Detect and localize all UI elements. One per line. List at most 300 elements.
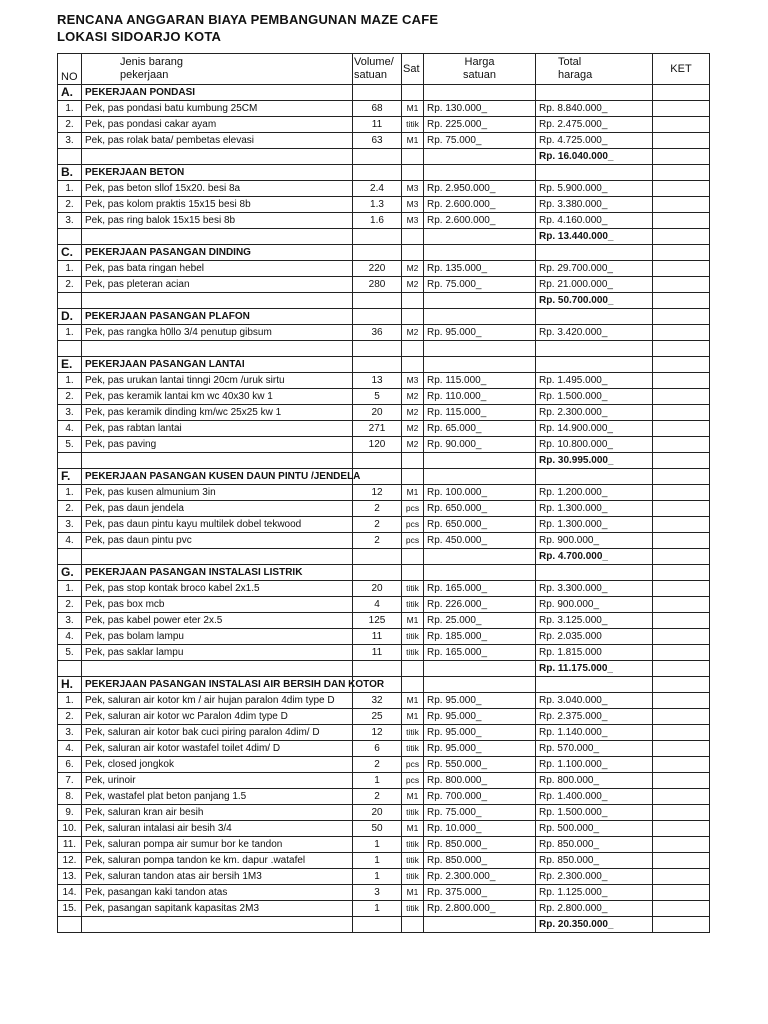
item-ket [653,533,710,549]
item-unit-price: Rp. 650.000_ [424,517,536,533]
item-unit-price: Rp. 225.000_ [424,117,536,133]
empty-cell [536,677,653,693]
item-number: 13. [58,869,82,885]
empty-cell [353,229,402,245]
item-description: Pek, saluran air kotor km / air hujan paralon 4dim type D [82,693,353,709]
item-total: Rp. 21.000.000_ [536,277,653,293]
table-row [58,757,710,773]
empty-cell [353,309,402,325]
table-row [58,805,710,821]
item-ket [653,485,710,501]
item-unit: M3 [402,213,424,229]
item-ket [653,101,710,117]
empty-cell [424,549,536,565]
item-ket [653,277,710,293]
item-unit-price: Rp. 2.600.000_ [424,213,536,229]
item-unit: M1 [402,885,424,901]
table-row [58,533,710,549]
subtotal-row [58,549,710,565]
item-description: Pek, pas beton sllof 15x20. besi 8a [82,181,353,197]
item-unit: M2 [402,389,424,405]
item-ket [653,837,710,853]
item-description: Pek, wastafel plat beton panjang 1.5 [82,789,353,805]
empty-cell [402,165,424,181]
header-no-label: NO [61,71,78,83]
item-unit-price: Rp. 550.000_ [424,757,536,773]
empty-cell [82,229,353,245]
empty-cell [653,85,710,101]
item-ket [653,789,710,805]
empty-cell [82,661,353,677]
section-subtotal: Rp. 4.700.000_ [536,549,653,565]
subtotal-row [58,453,710,469]
empty-cell [58,149,82,165]
item-total: Rp. 3.420.000_ [536,325,653,341]
item-unit-price: Rp. 165.000_ [424,645,536,661]
empty-cell [536,245,653,261]
header-volume-line1: Volume/ [354,56,394,68]
section-letter: D. [58,309,82,325]
item-description: Pek, pas keramik lantai km wc 40x30 kw 1 [82,389,353,405]
item-total: Rp. 1.140.000_ [536,725,653,741]
item-ket [653,693,710,709]
item-unit: titik [402,117,424,133]
item-total: Rp. 850.000_ [536,837,653,853]
item-unit-price: Rp. 75.000_ [424,133,536,149]
item-volume: 2 [353,789,402,805]
item-total: Rp. 1.125.000_ [536,885,653,901]
table-row [58,853,710,869]
item-unit: M1 [402,709,424,725]
item-total: Rp. 1.495.000_ [536,373,653,389]
item-description: Pek, pas kusen almunium 3in [82,485,353,501]
section-header-row [58,469,710,485]
item-number: 3. [58,613,82,629]
empty-cell [58,453,82,469]
subtotal-row [58,917,710,933]
empty-cell [424,917,536,933]
item-volume: 125 [353,613,402,629]
section-subtotal: Rp. 30.995.000_ [536,453,653,469]
item-volume: 11 [353,117,402,133]
item-number: 1. [58,261,82,277]
item-number: 3. [58,213,82,229]
item-unit-price: Rp. 2.300.000_ [424,869,536,885]
item-unit-price: Rp. 115.000_ [424,405,536,421]
table-row [58,517,710,533]
item-ket [653,821,710,837]
item-number: 12. [58,853,82,869]
section-letter: G. [58,565,82,581]
item-ket [653,181,710,197]
item-unit: titik [402,805,424,821]
empty-cell [653,341,710,357]
section-letter: C. [58,245,82,261]
section-header-row [58,85,710,101]
item-total: Rp. 29.700.000_ [536,261,653,277]
empty-cell [424,469,536,485]
item-ket [653,517,710,533]
item-unit: titik [402,645,424,661]
item-volume: 25 [353,709,402,725]
item-number: 4. [58,629,82,645]
item-total: Rp. 2.035.000 [536,629,653,645]
section-subtotal [536,341,653,357]
item-unit: titik [402,741,424,757]
item-volume: 3 [353,885,402,901]
item-number: 6. [58,757,82,773]
item-description: Pek, pas urukan lantai tinngi 20cm /uruk sirtu [82,373,353,389]
item-description: Pek, pas pondasi batu kumbung 25CM [82,101,353,117]
item-unit-price: Rp. 95.000_ [424,725,536,741]
item-total: Rp. 1.815.000 [536,645,653,661]
empty-cell [353,165,402,181]
table-row [58,101,710,117]
item-unit: M1 [402,485,424,501]
empty-cell [653,149,710,165]
item-volume: 4 [353,597,402,613]
item-unit-price: Rp. 2.950.000_ [424,181,536,197]
empty-cell [353,341,402,357]
item-description: Pek, pas bata ringan hebel [82,261,353,277]
empty-cell [536,565,653,581]
header-harga-line1: Harga [464,56,495,68]
item-unit: titik [402,597,424,613]
item-total: Rp. 1.200.000_ [536,485,653,501]
item-unit-price: Rp. 185.000_ [424,629,536,645]
item-ket [653,133,710,149]
item-ket [653,805,710,821]
item-number: 10. [58,821,82,837]
item-description: Pek, pas rabtan lantai [82,421,353,437]
section-subtotal: Rp. 16.040.000_ [536,149,653,165]
header-sat-label: Sat [403,62,420,75]
item-description: Pek, pas daun jendela [82,501,353,517]
item-volume: 1 [353,773,402,789]
empty-cell [424,149,536,165]
item-total: Rp. 850.000_ [536,853,653,869]
item-unit-price: Rp. 110.000_ [424,389,536,405]
item-unit: M2 [402,405,424,421]
item-volume: 6 [353,741,402,757]
item-total: Rp. 5.900.000_ [536,181,653,197]
item-total: Rp. 500.000_ [536,821,653,837]
item-description: Pek, pas ring balok 15x15 besi 8b [82,213,353,229]
empty-cell [402,549,424,565]
empty-cell [653,565,710,581]
empty-cell [402,565,424,581]
table-row [58,901,710,917]
item-volume: 36 [353,325,402,341]
empty-cell [353,661,402,677]
empty-cell [424,229,536,245]
section-header-row [58,309,710,325]
table-row [58,597,710,613]
section-letter: A. [58,85,82,101]
item-total: Rp. 2.800.000_ [536,901,653,917]
item-unit-price: Rp. 65.000_ [424,421,536,437]
item-unit: titik [402,901,424,917]
header-total-line2: haraga [558,69,593,81]
header-jenis [82,54,353,85]
section-title: PEKERJAAN PONDASI [82,85,353,101]
empty-cell [58,549,82,565]
item-unit-price: Rp. 850.000_ [424,853,536,869]
table-row [58,117,710,133]
empty-cell [424,357,536,373]
table-row [58,389,710,405]
table-row [58,645,710,661]
item-unit: M2 [402,261,424,277]
section-header-row [58,677,710,693]
item-number: 2. [58,709,82,725]
item-ket [653,629,710,645]
document-subtitle: LOKASI SIDOARJO KOTA [57,29,222,44]
item-total: Rp. 4.725.000_ [536,133,653,149]
item-description: Pek, pas kabel power eter 2x.5 [82,613,353,629]
table-row [58,485,710,501]
item-volume: 5 [353,389,402,405]
subtotal-row [58,293,710,309]
item-total: Rp. 1.100.000_ [536,757,653,773]
item-unit-price: Rp. 850.000_ [424,837,536,853]
empty-cell [653,357,710,373]
empty-cell [536,85,653,101]
item-total: Rp. 10.800.000_ [536,437,653,453]
empty-cell [536,469,653,485]
empty-cell [82,149,353,165]
item-number: 1. [58,693,82,709]
item-unit: M2 [402,277,424,293]
item-volume: 1 [353,853,402,869]
item-ket [653,613,710,629]
item-ket [653,373,710,389]
empty-cell [402,469,424,485]
header-ket [653,54,710,85]
item-ket [653,325,710,341]
item-unit-price: Rp. 100.000_ [424,485,536,501]
section-title: PEKERJAAN PASANGAN INSTALASI LISTRIK [82,565,353,581]
section-title: PEKERJAAN BETON [82,165,353,181]
empty-cell [58,341,82,357]
item-description: Pek, pas pleteran acian [82,277,353,293]
item-volume: 20 [353,581,402,597]
empty-cell [82,293,353,309]
empty-cell [402,149,424,165]
item-number: 9. [58,805,82,821]
empty-cell [424,165,536,181]
item-number: 1. [58,181,82,197]
item-unit: titik [402,725,424,741]
empty-cell [58,661,82,677]
item-total: Rp. 3.125.000_ [536,613,653,629]
item-unit-price: Rp. 130.000_ [424,101,536,117]
table-row [58,821,710,837]
item-number: 2. [58,597,82,613]
item-number: 4. [58,533,82,549]
item-total: Rp. 2.475.000_ [536,117,653,133]
table-row [58,405,710,421]
item-volume: 1 [353,869,402,885]
item-description: Pek, pas saklar lampu [82,645,353,661]
item-number: 2. [58,389,82,405]
item-number: 1. [58,101,82,117]
empty-cell [353,293,402,309]
item-total: Rp. 14.900.000_ [536,421,653,437]
subtotal-row [58,341,710,357]
item-ket [653,901,710,917]
item-unit-price: Rp. 75.000_ [424,277,536,293]
section-header-row [58,165,710,181]
header-volume-line2: satuan [354,69,388,81]
item-volume: 1.3 [353,197,402,213]
empty-cell [402,917,424,933]
header-harga [424,54,536,85]
item-total: Rp. 570.000_ [536,741,653,757]
item-description: Pek, saluran pompa air sumur bor ke tandon [82,837,353,853]
item-volume: 11 [353,629,402,645]
item-unit: pcs [402,501,424,517]
section-title: PEKERJAAN PASANGAN DINDING [82,245,353,261]
header-total [536,54,653,85]
item-description: Pek, pas bolam lampu [82,629,353,645]
section-header-row [58,357,710,373]
empty-cell [653,229,710,245]
item-total: Rp. 800.000_ [536,773,653,789]
item-ket [653,597,710,613]
item-unit: M1 [402,133,424,149]
empty-cell [424,677,536,693]
item-volume: 20 [353,405,402,421]
table-row [58,261,710,277]
section-subtotal: Rp. 11.175.000_ [536,661,653,677]
empty-cell [353,453,402,469]
item-volume: 50 [353,821,402,837]
empty-cell [353,565,402,581]
table-row [58,885,710,901]
item-ket [653,213,710,229]
item-total: Rp. 3.300.000_ [536,581,653,597]
section-subtotal: Rp. 13.440.000_ [536,229,653,245]
item-volume: 68 [353,101,402,117]
item-ket [653,501,710,517]
item-description: Pek, pas daun pintu kayu multilek dobel tekwood [82,517,353,533]
empty-cell [402,293,424,309]
empty-cell [424,85,536,101]
empty-cell [402,245,424,261]
item-description: Pek, saluran pompa tandon ke km. dapur .watafel [82,853,353,869]
item-ket [653,773,710,789]
header-row [58,54,710,85]
item-unit: M1 [402,101,424,117]
item-unit-price: Rp. 95.000_ [424,325,536,341]
table-row [58,693,710,709]
item-number: 11. [58,837,82,853]
item-total: Rp. 1.300.000_ [536,501,653,517]
item-ket [653,437,710,453]
item-volume: 1.6 [353,213,402,229]
table-row [58,421,710,437]
table-row [58,837,710,853]
table-row [58,629,710,645]
header-volume [353,54,402,85]
item-volume: 2 [353,757,402,773]
header-harga-line2: satuan [462,69,497,81]
document-title: RENCANA ANGGARAN BIAYA PEMBANGUNAN MAZE CAFE [57,12,439,27]
item-unit: M2 [402,437,424,453]
item-volume: 2 [353,533,402,549]
item-volume: 2 [353,517,402,533]
item-ket [653,197,710,213]
empty-cell [536,165,653,181]
empty-cell [653,549,710,565]
item-unit: M2 [402,421,424,437]
item-ket [653,757,710,773]
table-row [58,789,710,805]
item-number: 15. [58,901,82,917]
empty-cell [82,917,353,933]
item-unit: pcs [402,533,424,549]
item-unit-price: Rp. 95.000_ [424,709,536,725]
item-unit-price: Rp. 800.000_ [424,773,536,789]
subtotal-row [58,149,710,165]
table-row [58,581,710,597]
item-description: Pek, pas stop kontak broco kabel 2x1.5 [82,581,353,597]
table-row [58,197,710,213]
empty-cell [424,293,536,309]
item-volume: 1 [353,837,402,853]
item-unit-price: Rp. 90.000_ [424,437,536,453]
item-unit: pcs [402,757,424,773]
empty-cell [58,229,82,245]
item-unit-price: Rp. 115.000_ [424,373,536,389]
item-unit: M3 [402,197,424,213]
item-ket [653,117,710,133]
section-subtotal: Rp. 20.350.000_ [536,917,653,933]
item-number: 8. [58,789,82,805]
table-row [58,213,710,229]
item-volume: 32 [353,693,402,709]
table-row [58,181,710,197]
item-total: Rp. 900.000_ [536,597,653,613]
item-ket [653,389,710,405]
table-row [58,501,710,517]
item-description: Pek, pas rolak bata/ pembetas elevasi [82,133,353,149]
table-row [58,725,710,741]
item-unit: titik [402,853,424,869]
empty-cell [402,661,424,677]
item-unit: titik [402,581,424,597]
item-number: 5. [58,437,82,453]
item-number: 14. [58,885,82,901]
table-row [58,277,710,293]
empty-cell [353,357,402,373]
budget-table [57,53,710,933]
empty-cell [82,341,353,357]
empty-cell [402,357,424,373]
item-volume: 271 [353,421,402,437]
item-ket [653,885,710,901]
subtotal-row [58,229,710,245]
table-row [58,437,710,453]
item-description: Pek, saluran intalasi air besih 3/4 [82,821,353,837]
item-unit: M2 [402,325,424,341]
item-ket [653,869,710,885]
empty-cell [424,245,536,261]
empty-cell [353,917,402,933]
empty-cell [402,341,424,357]
section-title: PEKERJAAN PASANGAN LANTAI [82,357,353,373]
